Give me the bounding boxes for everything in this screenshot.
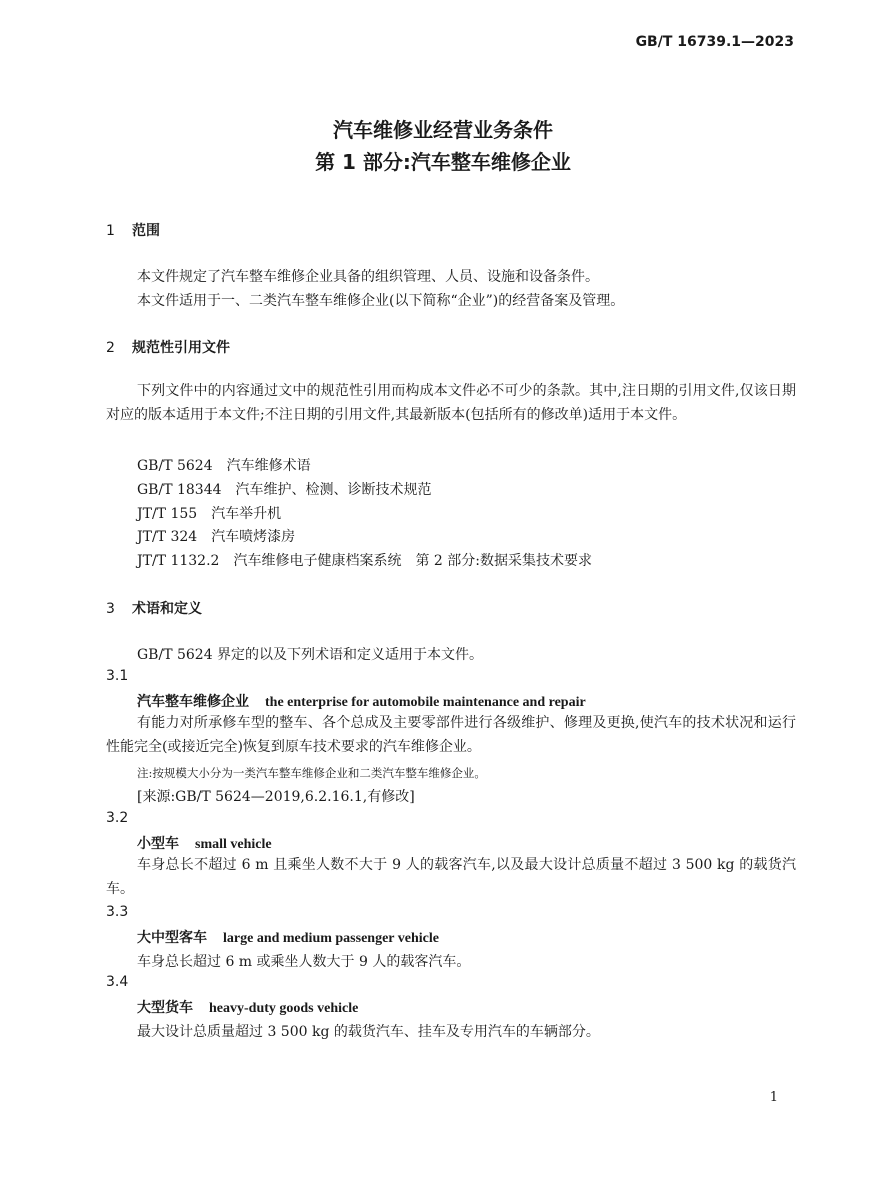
page-number: 1 <box>769 1090 778 1105</box>
terms-intro: GB/T 5624 界定的以及下列术语和定义适用于本文件。 <box>137 647 484 663</box>
term-heading <box>137 691 586 711</box>
reference-code: JT/T 155 <box>137 506 198 522</box>
section-1-heading <box>106 220 160 240</box>
reference-code: GB/T 18344 <box>137 482 222 498</box>
term-number: 3.3 <box>106 904 129 920</box>
section-title: 规范性引用文件 <box>132 340 230 356</box>
term-en: heavy-duty goods vehicle <box>209 1001 359 1016</box>
term-definition: 车身总长不超过 6 m 且乘坐人数不大于 9 人的载客汽车,以及最大设计总质量不超过 3 500 kg 的载货汽车。 <box>106 857 796 897</box>
term-zh: 大中型客车 <box>137 930 207 946</box>
term-en: the enterprise for automobile maintenance and repair <box>265 695 586 710</box>
term-definition: 最大设计总质量超过 3 500 kg 的载货汽车、挂车及专用汽车的车辆部分。 <box>137 1024 600 1040</box>
section-number: 3 <box>106 601 115 617</box>
reference-item <box>137 503 281 523</box>
reference-item <box>137 526 295 546</box>
term-zh: 汽车整车维修企业 <box>137 694 249 710</box>
reference-title: 汽车喷烤漆房 <box>211 529 296 545</box>
term-number: 3.1 <box>106 668 129 684</box>
reference-title: 汽车维护、检测、诊断技术规范 <box>235 482 432 498</box>
normative-references-intro: 下列文件中的内容通过文中的规范性引用而构成本文件必不可少的条款。其中,注日期的引用文件,仅该日期对应的版本适用于本文件;不注日期的引用文件,其最新版本(包括所有的修改单)适用于本文件。 <box>106 383 796 423</box>
section-3-heading <box>106 598 202 618</box>
reference-code: JT/T 1132.2 <box>137 553 220 569</box>
reference-title: 汽车维修术语 <box>226 458 311 474</box>
term-en: small vehicle <box>195 837 272 852</box>
document-title: 汽车维修业经营业务条件 <box>333 118 553 142</box>
term-definition: 有能力对所承修车型的整车、各个总成及主要零部件进行各级维护、修理及更换,使汽车的技术状况和运行性能完全(或接近完全)恢复到原车技术要求的汽车维修企业。 <box>106 715 796 755</box>
reference-item <box>137 479 432 499</box>
term-heading <box>137 997 358 1017</box>
term-note: 注:按规模大小分为一类汽车整车维修企业和二类汽车整车维修企业。 <box>137 766 486 780</box>
reference-title: 汽车维修电子健康档案系统 第 2 部分:数据采集技术要求 <box>233 553 592 569</box>
document-subtitle: 第 1 部分:汽车整车维修企业 <box>315 150 571 174</box>
section-title: 范围 <box>132 223 160 239</box>
reference-title: 汽车举升机 <box>211 506 282 522</box>
standard-code: GB/T 16739.1—2023 <box>635 34 794 50</box>
term-number: 3.4 <box>106 974 129 990</box>
term-heading <box>137 833 272 853</box>
term-definition: 车身总长超过 6 m 或乘坐人数大于 9 人的载客汽车。 <box>137 954 471 970</box>
term-zh: 大型货车 <box>137 1000 193 1016</box>
scope-paragraph-2: 本文件适用于一、二类汽车整车维修企业(以下简称“企业”)的经营备案及管理。 <box>137 293 625 309</box>
term-source: [来源:GB/T 5624—2019,6.2.16.1,有修改] <box>137 789 415 805</box>
term-en: large and medium passenger vehicle <box>223 931 439 946</box>
term-heading <box>137 927 439 947</box>
reference-item <box>137 550 592 570</box>
reference-code: GB/T 5624 <box>137 458 213 474</box>
reference-item <box>137 455 311 475</box>
section-2-heading <box>106 337 230 357</box>
term-zh: 小型车 <box>137 836 179 852</box>
section-number: 1 <box>106 223 115 239</box>
section-number: 2 <box>106 340 115 356</box>
reference-code: JT/T 324 <box>137 529 198 545</box>
scope-paragraph-1: 本文件规定了汽车整车维修企业具备的组织管理、人员、设施和设备条件。 <box>137 269 599 285</box>
term-number: 3.2 <box>106 810 129 826</box>
section-title: 术语和定义 <box>132 601 202 617</box>
